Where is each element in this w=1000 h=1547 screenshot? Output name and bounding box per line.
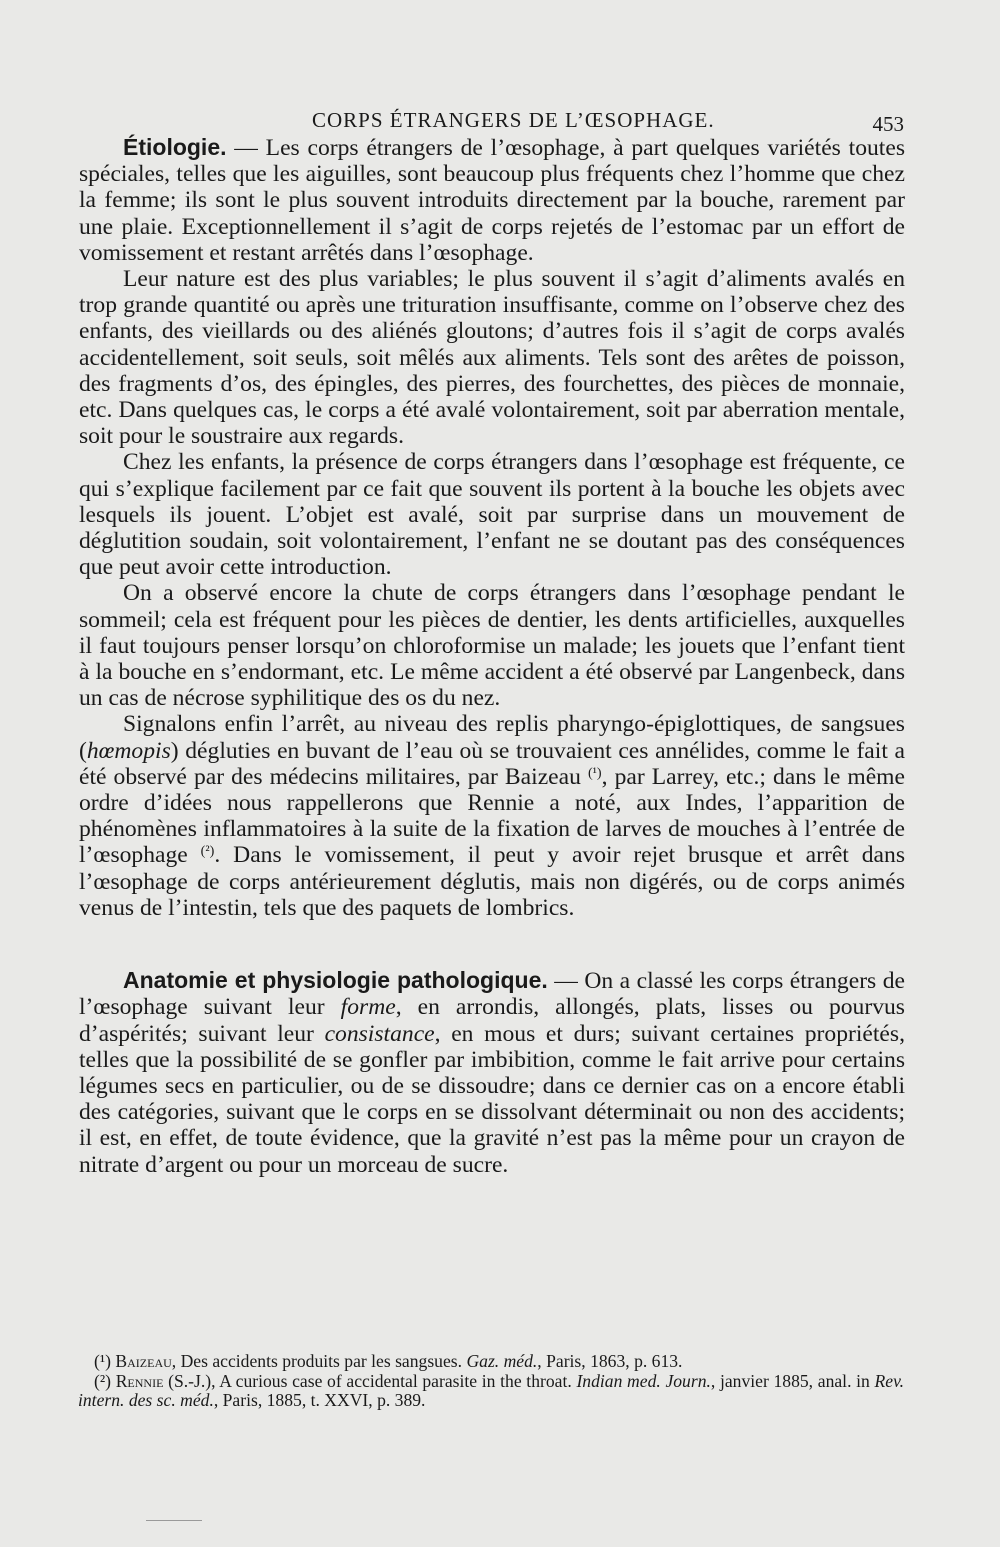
etiologie-paragraph-2: Leur nature est des plus variables; le plus souvent il s’agit d’aliments avalés en trop grande quantité ou après une trituration insuffisante, comme on l’observe chez des enfants, des vieillards ou des aliénés gloutons; d’autres fois il s’agit de corps avalés accidentellement, soit seuls, soit mêlés aux aliments. Tels sont des arêtes de poisson, des fragments d’os, des épingles, des pierres, des fourchettes, des pièces de monnaie, etc. Dans quelques cas, le corps a été avalé volontairement, soit par aberration mentale, soit pour le soustraire aux regards. [79,266,905,450]
etiologie-paragraph-4: On a observé encore la chute de corps étrangers dans l’œsophage pendant le sommeil; cela est fréquent pour les pièces de dentier, les dents artificielles, auxquelles il faut toujours penser lorsqu’on chloroformise un malade; les jouets que l’enfant tient à la bouche en s’endormant, etc. Le même accident a été observé par Langenbeck, dans un cas de nécrose syphilitique des os du nez. [79,580,905,712]
paragraph-text: ) dégluties en buvant de l’eau où se trouvaient ces annélides, comme le fait a été observé par des médecins militaires, par Baizeau [79,737,905,790]
footnote-text: , Des accidents produits par les sangsues. [171,1351,467,1371]
paragraph-text: Signalons enfin l’arrêt, au niveau des replis pharyngo-épiglottiques, de sangsues ( [79,711,905,764]
italic-term-forme: forme [340,994,396,1021]
footnote-journal: Rev. intern. des sc. méd. [78,1370,904,1411]
paragraph-text: , par Larrey, etc.; dans le même ordre d’idées nous rappellerons que Rennie a noté, aux Indes, l’apparition de phénomènes inflammatoires à la suite de la fixation de larves de mouches à l’entrée de l’œsophage [79,763,905,869]
footnotes [78,1352,904,1411]
paragraph-text: . Dans le vomissement, il peut y avoir rejet brusque et arrêt dans l’œsophage de corps antérieurement déglutis, mais non digérés, ou de corps animés venus de l’intestin, tels que des paquets de lombrics. [79,842,905,921]
italic-term-consistance: consistance [324,1020,435,1047]
footnote-2 [78,1372,904,1411]
section-heading-etiologie: Étiologie. [123,134,227,160]
body-text [79,134,905,1178]
stray-mark [146,1520,202,1521]
etiologie-paragraph-1 [79,134,905,266]
italic-term-hoemopis: hœmopis [86,737,171,764]
paragraph-text: , en arrondis, allongés, plats, lisses ou pourvus d’aspérités; suivant leur [79,994,905,1047]
footnote-ref-1: (¹) [587,764,602,781]
footnote-author: Baizeau [115,1351,172,1371]
footnote-journal: Gaz. méd. [466,1351,538,1371]
paragraph-text: , en mous et durs; suivant certaines propriétés, telles que la possibilité de se gonfler par imbibition, comme le fait arrive pour certains légumes secs en particulier, ou de se dissoudre; dans ce dernier cas on a encore établi des catégories, suivant que le corps en se dissolvant déterminait ou non des accidents; il est, en effet, de toute évidence, que la gravité n’est pas la même pour un crayon de nitrate d’argent ou pour un morceau de sucre. [79,1020,905,1178]
page-header [80,104,908,136]
section-heading-anatomie: Anatomie et physiologie pathologique. [123,967,548,994]
footnote-ref-2: (²) [200,843,215,860]
footnote-text: , janvier 1885, anal. in [710,1370,875,1391]
footnote-1 [78,1352,904,1372]
footnote-text: , Paris, 1885, t. XXVI, p. 389. [213,1390,426,1411]
etiologie-paragraph-5 [79,711,905,921]
footnote-marker: (²) [94,1370,111,1391]
footnote-text: , Paris, 1863, p. 613. [537,1351,683,1371]
footnote-text: (S.-J.), A curious case of accidental parasite in the throat. [163,1370,577,1391]
anatomie-paragraph-1 [79,967,905,1178]
footnote-journal: Indian med. Journ. [576,1370,711,1391]
paragraph-text: — On a classé les corps étrangers de l’œsophage suivant leur [79,968,906,1021]
footnote-marker: (¹) [94,1351,111,1371]
running-title: CORPS ÉTRANGERS DE L’ŒSOPHAGE. [312,108,715,132]
footnote-author: Rennie [115,1370,164,1391]
etiologie-paragraph-3: Chez les enfants, la présence de corps étrangers dans l’œsophage est fréquente, ce qui s’explique facilement par ce fait que souvent ils portent à la bouche les objets avec lesquels ils jouent. L’objet est avalé, soit par surprise dans un mouvement de déglutition soudain, soit volontairement, l’enfant ne se doutant pas des conséquences que peut avoir cette introduction. [79,449,905,581]
paragraph-text: — Les corps étrangers de l’œsophage, à part quelques variétés toutes spéciales, telles que les aiguilles, sont beaucoup plus fréquents chez l’homme que chez la femme; ils sont le plus souvent introduits directement par la bouche, rarement par une plaie. Exceptionnellement il s’agit de corps rejetés de l’estomac par un effort de vomissement et restant arrêtés dans l’œsophage. [79,135,905,266]
page-number: 453 [872,112,904,136]
